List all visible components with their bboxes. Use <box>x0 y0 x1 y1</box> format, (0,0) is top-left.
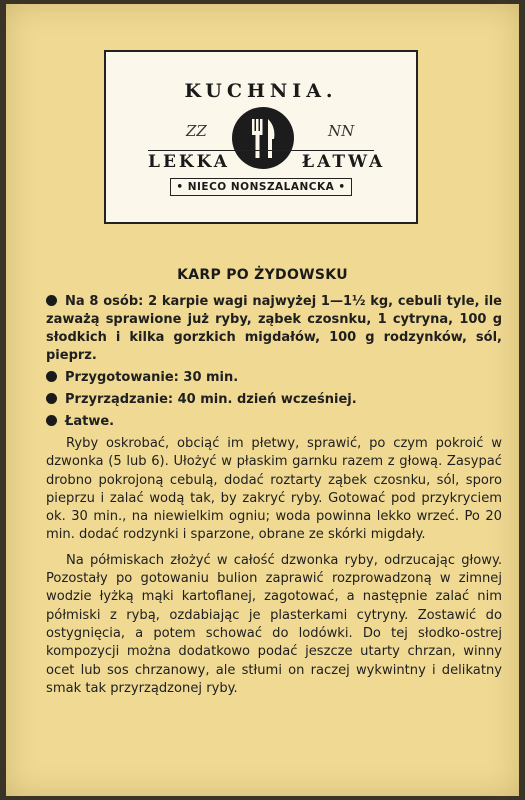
logo-rule <box>148 150 374 151</box>
logo-subtitle: • NIECO NONSZALANCKA • <box>170 178 352 196</box>
recipe-title: KARP PO ŻYDOWSKU <box>177 267 348 283</box>
ingredients-bullet <box>46 293 502 365</box>
logo-word-left: LEKKA <box>148 152 230 172</box>
bullet-icon <box>46 371 57 382</box>
logo-title: KUCHNIA. <box>184 80 338 102</box>
fork-knife-icon <box>232 107 294 169</box>
ingredients-text: Na 8 osób: 2 karpie wagi najwyżej 1—1½ kg, cebuli tyle, ile zaważą sprawione już ryby, ząbek czosnku, 1 cytryna, 100 g słodkich i kilka gorzkich migdałów, 100 g rodzynków, sól, pieprz. <box>46 294 502 363</box>
logo-monogram-right: NN <box>328 122 355 140</box>
difficulty-bullet <box>46 413 502 431</box>
logo-monogram-left: ZZ <box>186 122 207 140</box>
instructions-paragraph-2: Na półmiskach złożyć w całość dzwonka ryby, odrzucając głowy. Pozostały po gotowaniu bulion zaprawić rozprowadzoną w zimnej wodzie łyżką mąki kartoflanej, zagotować, a następnie zalać nim półmiski z rybą, ozdabiając je plasterkami cytryny. Zostawić do ostygnięcia, a potem schować do lodówki. Do tej słodko-ostrej kompozycji można dodatkowo podać jeszcze utarty chrzan, winny ocet lub sos chrzanowy, ale stłumi on raczej wykwintny i delikatny smak tak przyrządzonej ryby. <box>46 552 502 696</box>
difficulty-text: Łatwe. <box>65 414 115 429</box>
bullet-icon <box>46 295 57 306</box>
prep-time-text: Przygotowanie: 30 min. <box>65 370 239 385</box>
magazine-page <box>6 4 519 796</box>
instructions-paragraph-1: Ryby oskrobać, obciąć im płetwy, sprawić, po czym pokroić w dzwonka (5 lub 6). Ułożyć w płaskim garnku razem z głową. Zasypać drobno pokrojoną cebulą, dodać roztarty ząbek czosnku, sól, sporo pieprzu i zalać wodą tak, by zakryć ryby. Gotować pod przykryciem ok. 30 min., na niewielkim ogniu; woda powinna lekko wrzeć. Po 20 min. dodać rodzynki i sparzone, obrane ze skórki migdały. <box>46 436 502 543</box>
column-logo <box>104 50 418 224</box>
cook-time-text: Przyrządzanie: 40 min. dzień wcześniej. <box>65 392 357 407</box>
bullet-icon <box>46 415 57 426</box>
bullet-icon <box>46 393 57 404</box>
recipe-body <box>46 293 502 705</box>
prep-time-bullet <box>46 369 502 387</box>
logo-word-right: ŁATWA <box>302 152 386 172</box>
cook-time-bullet <box>46 391 502 409</box>
